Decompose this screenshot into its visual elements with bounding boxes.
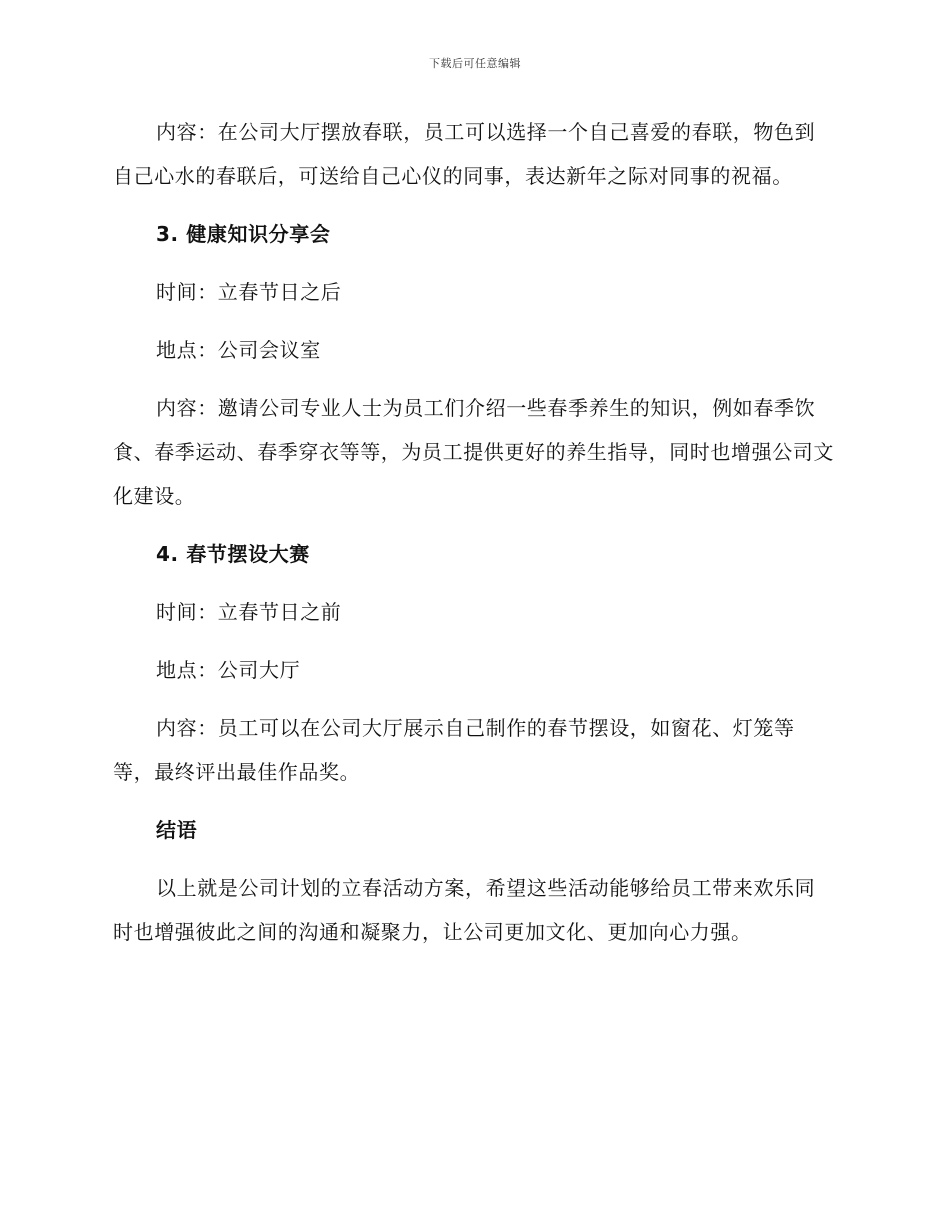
conclusion-heading: 结语	[156, 818, 198, 842]
section-3-content: 内容：邀请公司专业人士为员工们介绍一些春季养生的知识，例如春季饮食、春季运动、春季穿衣等等，为员工提供更好的养生指导，同时也增强公司文化建设。	[113, 396, 834, 508]
section-4-heading: 4. 春节摆设大赛	[156, 542, 310, 566]
section-4-time: 时间：立春节日之前	[156, 600, 342, 624]
conclusion-content: 以上就是公司计划的立春活动方案，希望这些活动能够给员工带来欢乐同时也增强彼此之间的沟通和凝聚力，让公司更加文化、更加向心力强。	[113, 876, 816, 944]
section-4-content: 内容：员工可以在公司大厅展示自己制作的春节摆设，如窗花、灯笼等等，最终评出最佳作品奖。	[113, 716, 795, 784]
section-3-place: 地点：公司会议室	[156, 338, 321, 362]
section-3-heading: 3. 健康知识分享会	[156, 222, 331, 246]
intro-content-paragraph: 内容：在公司大厅摆放春联，员工可以选择一个自己喜爱的春联，物色到自己心水的春联后，可送给自己心仪的同事，表达新年之际对同事的祝福。	[113, 120, 816, 188]
section-4-place: 地点：公司大厅	[156, 658, 301, 682]
document-body	[113, 110, 835, 968]
section-3-time: 时间：立春节日之后	[156, 280, 342, 304]
page-header-note: 下载后可任意编辑	[429, 57, 521, 70]
